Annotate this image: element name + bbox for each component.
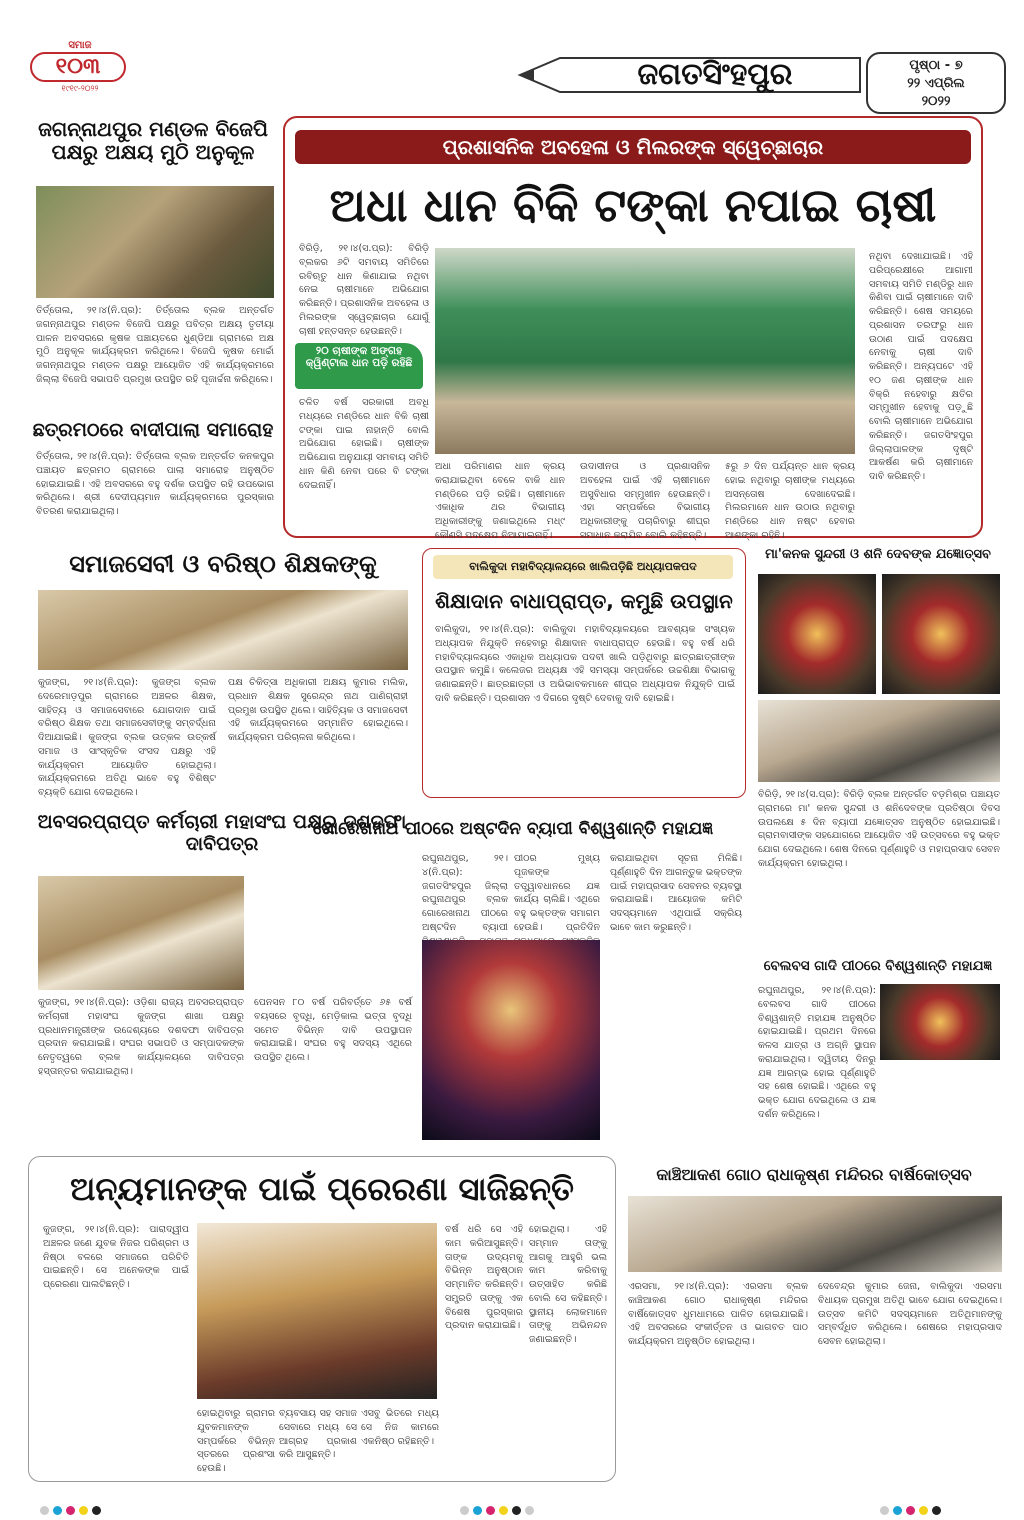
district-name: ଜଗତସିଂହପୁର [637, 57, 793, 92]
lead-col2: ଅଧା ପରିମାଣର ଧାନ କ୍ରୟ କରାଯାଇଥିବା ବେଳେ ବାକି ଧାନ ମଣ୍ଡିରେ ପଡ଼ି ରହିଛି। ଚାଷୀମାନେ ଏକାଧିକ ଥର ବିଭାଗୀୟ ଅଧିକାରୀଙ୍କୁ ଜଣାଇଥିଲେ ମଧ୍୯ କୌଣସି ପଦକ୍ଷେପ ନିଆଯାଇନାହିଁ। [435, 461, 565, 541]
lead-photo [435, 248, 855, 454]
story-chhatramath-body: ତିର୍ତ୍ତୋଲ, ୨୧।୪(ନି.ପ୍ର): ତିର୍ତ୍ତୋଲ ବ୍ଲକ ଅନ୍ତର୍ଗତ କନକପୁର ପଞ୍ଚାୟତ ଛତ୍ରମଠ ଗ୍ରାମରେ ପାଲା ସମାରୋହ ଅନୁଷ୍ଠିତ ହୋଇଯାଇଛି। ଏହି ଅବସରରେ ବହୁ ଦର୍ଶକ ଉପସ୍ଥିତ ରହି ଉପଭୋଗ କରିଥିଲେ। ଶ୍ରୀ ଦେଦୀପ୍ୟମାନ କାର୍ଯ୍ୟକ୍ରମରେ ପୁରସ୍କାର ବିତରଣ କରାଯାଇଥିଲା। [36, 451, 274, 518]
page-label: ପୃଷ୍ଠା - ୭ [909, 58, 963, 73]
retired-body: କୁଜଙ୍ଗ, ୨୧।୪(ନି.ପ୍ର): ଓଡ଼ିଶା ରାଜ୍ୟ ଅବସରପ୍ରାପ୍ତ କର୍ମଚାରୀ ମହାସଂଘ କୁଜଙ୍ଗ ଶାଖା ପକ୍ଷରୁ ପ୍ରଧାନମନ୍ତ୍ରୀଙ୍କ ଉଦ୍ଦେଶ୍ୟରେ ଦଶଦଫା ଦାବିପତ୍ର ପ୍ରଦାନ କରାଯାଇଛି। ସଂଘର ସଭାପତି ଓ ସମ୍ପାଦକଙ୍କ ନେତୃତ୍ୱରେ ବ୍ଲକ କାର୍ଯ୍ୟାଳୟରେ ଦାବିପତ୍ର ହସ୍ତାନ୍ତର କରାଯାଇଥିଲା। [38, 997, 244, 1077]
inspiration-photo [197, 1223, 437, 1399]
festival-photo [628, 1196, 1002, 1272]
lead-kicker: ପ୍ରଶାସନିକ ଅବହେଳା ଓ ମିଲରଙ୍କ ସ୍ୱେଚ୍ଛାଚାର [442, 135, 824, 159]
lead-story-box [283, 116, 983, 541]
logo-years: ୧୯୧୯-୨୦୨୨ [61, 84, 99, 93]
temple-photo2 [882, 574, 1000, 694]
inspiration-col3b: ଏସବୁ ଭିତରେ ମଧ୍ୟ ସେ ନିଜ କାମରେ ଏକନିଷ୍ଠ ରହିଛନ୍ତି। [361, 1408, 439, 1447]
festival-col1: ଏରସମା, ୨୧।୪(ନି.ପ୍ର): ଏରସମା ବ୍ଲକ କାଞ୍ଚିଆକଣ ଗୋଠ ରାଧାକୃଷ୍ଣ ମନ୍ଦିରର ବାର୍ଷିକୋତ୍ସବ ଧୁମଧାମରେ ପାଳିତ ହୋଇଯାଇଛି। ଏହି ଅବସରରେ ସଂକୀର୍ତ୍ତନ ଓ ଭାଗବତ ପାଠ କାର୍ଯ୍ୟକ୍ରମ ଅନୁଷ୍ଠିତ ହୋଇଥିଲା। [628, 1281, 808, 1348]
footer [0, 1492, 1024, 1520]
college-headline: ଶିକ୍ଷାଦାନ ବାଧାପ୍ରାପ୍ତ, କମୁଛି ଉପସ୍ଥାନ [435, 589, 733, 613]
date-line1: ୨୨ ଏପ୍ରିଲ [907, 76, 965, 91]
story-bjp-body: ତିର୍ତ୍ତୋଲ, ୨୧।୪(ନି.ପ୍ର): ତିର୍ତ୍ତୋଲ ବ୍ଲକ ଅନ୍ତର୍ଗତ ଜଗନ୍ନାଥପୁର ମଣ୍ଡଳ ବିଜେପି ପକ୍ଷରୁ ପବିତ୍ର ଅକ୍ଷୟ ତୃତୀୟା ପାଳନ ଅବସରରେ କୃଷକ ପଞ୍ଚାୟତରେ ଧୁଣ୍ଡିଆ ଗ୍ରାମରେ ଅକ୍ଷ ମୁଠି ଅନୁକୂଳ କାର୍ଯ୍ୟକ୍ରମ କରିଥିଲେ। ବିଜେପି କୃଷକ ମୋର୍ଚ୍ଚା ଜଗନ୍ନାଥପୁର ମଣ୍ଡଳ ପକ୍ଷରୁ ଆୟୋଜିତ ଏହି କାର୍ଯ୍ୟକ୍ରମରେ ଜିଲ୍ଲା ବିଜେପି ସଭାପତି ପ୍ରମୁଖ ଉପସ୍ଥିତ ରହି ପୂଜାର୍ଚ୍ଚନା କରିଥିଲେ। [36, 305, 274, 385]
yajna-headline: ଗୋରେଖନାଥ ପୀଠରେ ଅଷ୍ଟଦିନ ବ୍ୟାପୀ ବିଶ୍ୱଶାନ୍ତି ମହାଯଜ୍ଞ [312, 819, 714, 839]
inspiration-col2: ବର୍ଷ ଧରି ସେ ଏହି କାମ କରିଆସୁଛନ୍ତି। ତାଙ୍କ ଉଦ୍ୟମକୁ ବିଭିନ୍ନ ଅନୁଷ୍ଠାନ ସମ୍ମାନିତ କରିଛନ୍ତି। ସମ୍ପ୍ରତି ତାଙ୍କୁ ଏକ ବିଶେଷ ପୁରସ୍କାର ପ୍ରଦାନ କରାଯାଇଛି। [445, 1224, 523, 1332]
college-body: ବାଲିକୁଦା, ୨୧।୪(ନି.ପ୍ର): ବାଲିକୁଦା ମହାବିଦ୍ୟାଳୟରେ ଆବଶ୍ୟକ ସଂଖ୍ୟକ ଅଧ୍ୟାପକ ନିଯୁକ୍ତି ନହେବାରୁ ଶିକ୍ଷାଦାନ ବାଧାପ୍ରାପ୍ତ ହେଉଛି। ବହୁ ବର୍ଷ ଧରି ମହାବିଦ୍ୟାଳୟରେ ଏକାଧିକ ଅଧ୍ୟାପକ ପଦବୀ ଖାଲି ପଡ଼ିଥିବାରୁ ଛାତ୍ରଛାତ୍ରୀଙ୍କ ଉପସ୍ଥାନ କମୁଛି। କଲେଜର ଅଧ୍ୟକ୍ଷ ଏହି ସମସ୍ୟା ସମ୍ପର୍କରେ ଉଚ୍ଚଶିକ୍ଷା ବିଭାଗକୁ ଜଣାଇଛନ୍ତି। ଛାତ୍ରଛାତ୍ରୀ ଓ ଅଭିଭାବକମାନେ ଶୀଘ୍ର ଅଧ୍ୟାପକ ନିଯୁକ୍ତି ପାଇଁ ଦାବି କରିଛନ୍ତି। ପ୍ରଶାସନ ଏ ଦିଗରେ ଦୃଷ୍ଟି ଦେବାକୁ ଦାବି ହୋଇଛି। [435, 624, 735, 704]
yajna-col1: ରଘୁନାଥପୁର, ୨୧।୪(ନି.ପ୍ର): ଜଗତସିଂହପୁର ଜିଲ୍ଲା ରଘୁନାଥପୁର ବ୍ଲକ ଗୋରେଖନାଥ ପୀଠରେ ଅଷ୍ଟଦିନ ବ୍ୟାପୀ [422, 853, 508, 933]
story-temple [752, 540, 1004, 950]
date-line2: ୨୦୨୨ [921, 94, 951, 109]
story-bjp-headline: ଜଗନ୍ନାଥପୁର ମଣ୍ଡଳ ବିଜେପି ପକ୍ଷରୁ ଅକ୍ଷୟ ମୁଠି ଅନୁକୂଳ [38, 117, 268, 164]
felicitation-photo [38, 590, 408, 670]
story-bjp [28, 118, 278, 418]
felicitation-body: କୁଜଙ୍ଗ, ୨୧।୪(ନି.ପ୍ର): କୁଜଙ୍ଗ ବ୍ଲକ ଦେରେମାଡ଼ପୁର ଗ୍ରାମରେ ଅଞ୍ଚଳର ଶିକ୍ଷକ, ସାହିତ୍ୟ ଓ ସମାଜସେବାରେ ଯୋଗଦାନ ପାଇଁ ବରିଷ୍ଠ ଶିକ୍ଷକ ତଥା ସମାଜସେବୀଙ୍କୁ ସମ୍ବର୍ଦ୍ଧନା ଦିଆଯାଇଛି। କୁଜଙ୍ଗ ବ୍ଲକ ଉତ୍କଳ ଉତ୍କର୍ଷ ସମାଜ ଓ ସାଂସ୍କୃତିକ ସଂସଦ ପକ୍ଷରୁ ଏହି କାର୍ଯ୍ୟକ୍ରମ ଆୟୋଜିତ ହୋଇଥିଲା। କାର୍ଯ୍ୟକ୍ରମରେ ଅତିଥି ଭାବେ ବହୁ ବିଶିଷ୍ଟ ବ୍ୟକ୍ତି ଯୋଗ ଦେଇଥିଲେ। [38, 677, 216, 799]
retired-photo [38, 876, 244, 990]
lead-headline: ଅଧା ଧାନ ବିକି ଟଙ୍କା ନପାଇ ଚାଷୀ [329, 178, 937, 232]
footer-dots-right [880, 1500, 980, 1510]
lead-col1b: ଚଳିତ ବର୍ଷ ସରକାରୀ ଅବଧି ମଧ୍ୟରେ ମଣ୍ଡିରେ ଧାନ ବିକି ଚାଷୀ ଟଙ୍କା ପାଇ ନାହାନ୍ତି ବୋଲି ଅଭିଯୋଗ ହୋଇଛି। ଚାଷୀଙ୍କ ଅଭିଯୋଗ ଅନୁଯାୟୀ ସମବାୟ ସମିତି ଧାନ କିଣି ନେବା ପରେ ବି ଟଙ୍କା ଦେଇନାହିଁ। [299, 397, 429, 491]
story-yajna [280, 812, 746, 1154]
inspiration-col2b: ବ୍ୟବସାୟ ସହ ସମାଜ ସେବାରେ ମଧ୍ୟ ସେ ଆଗ୍ରହ ପ୍ରକାଶ କରି ଆସୁଛନ୍ତି। [279, 1408, 357, 1461]
festival-headline: କାଞ୍ଚିଆକଣ ଗୋଠ ରାଧାକୃଷ୍ଣ ମନ୍ଦିରର ବାର୍ଷିକୋତ୍ସବ [656, 1165, 972, 1184]
lead-col5: ନଥିବା ଦେଖାଯାଇଛି। ଏହି ପରିପ୍ରେକ୍ଷୀରେ ଆଗାମୀ ସମବାୟ ସମିତି ମଣ୍ଡିରୁ ଧାନ କିଣିବା ପାଇଁ ଚାଷୀମାନେ ଦାବି କରିଛନ୍ତି। ଶେଷ ସମୟରେ ପ୍ରଶାସନ ତରଫରୁ ଧାନ ଉଠାଣ ପାଇଁ ପଦକ୍ଷେପ ନେବାକୁ ଚାଷୀ ଦାବି କରିଛନ୍ତି। ଅନ୍ୟପଟେ ଏହି ୧୦ ଜଣ ଚାଷୀଙ୍କ ଧାନ ବିକ୍ରି ନହେବାରୁ କ୍ଷତିର ସମ୍ମୁଖୀନ ହେବାକୁ ପଡ଼ୁଛି ବୋଲି ଚାଷୀମାନେ ଅଭିଯୋଗ କରିଛନ୍ତି। ଜଗତସିଂହପୁର ଜିଲ୍ଲାପାଳଙ୍କ ଦୃଷ୍ଟି ଆକର୍ଷଣ କରି ଚାଷୀମାନେ ଦାବି କରିଛନ୍ତି। [869, 251, 973, 483]
story-bjp-photo [36, 186, 274, 298]
lead-callout [295, 343, 423, 389]
lead-col4: ୫ରୁ ୬ ଦିନ ପର୍ଯ୍ୟନ୍ତ ଧାନ କ୍ରୟ ହୋଇ ନଥିବାରୁ ଚାଷୀଙ୍କ ମଧ୍ୟରେ ଅସନ୍ତୋଷ ଦେଖାଦେଇଛି। ମିଲରମାନେ ଧାନ ଉଠାଉ ନଥିବାରୁ ମଣ୍ଡିରେ ଧାନ ନଷ୍ଟ ହେବାର ଆଶଙ୍କା ରହିଛି। [725, 461, 855, 541]
footer-dots-left [40, 1500, 140, 1510]
footer-dots-center [460, 1500, 570, 1510]
temple-photo3 [758, 700, 1000, 782]
temple-photo1 [758, 574, 876, 694]
retired-headline: ଅବସରପ୍ରାପ୍ତ କର୍ମଚାରୀ ମହାସଂଘ ପକ୍ଷରୁ ଦଶଦଫା ଦାବିପତ୍ର [37, 811, 407, 855]
logo [30, 40, 130, 100]
inspiration-headline: ଅନ୍ୟମାନଙ୍କ ପାଇଁ ପ୍ରେରଣା ସାଜିଛନ୍ତି [70, 1170, 574, 1208]
lead-col3: ଉଦାସୀନତା ଓ ପ୍ରଶାସନିକ ଅବହେଳା ପାଇଁ ଏହି ଚାଷୀମାନେ ଅସୁବିଧାର ସମ୍ମୁଖୀନ ହେଉଛନ୍ତି। ଏହା ସମ୍ପର୍କରେ ବିଭାଗୀୟ ଅଧିକାରୀଙ୍କୁ ପଚାରିବାରୁ ଶୀଘ୍ର ସମାଧାନ କରାଯିବ ବୋଲି କହିଛନ୍ତି। [580, 461, 710, 541]
yajna-col3: କରାଯାଇଥିବା ସୂଚନା ମିଳିଛି। ପୂର୍ଣ୍ଣାହୁତି ଦିନ ଆଗନ୍ତୁକ ଭକ୍ତଙ୍କ ପାଇଁ ମହାପ୍ରସାଦ ସେବନର ବ୍ୟବସ୍ଥା କରାଯାଇଛି। ଆୟୋଜକ କମିଟି ସଦସ୍ୟମାନେ ଏଥିପାଇଁ ସକ୍ରିୟ ଭାବେ କାମ କରୁଛନ୍ତି। [610, 853, 742, 933]
college-kicker: ବାଲିକୁଦା ମହାବିଦ୍ୟାଳୟରେ ଖାଲିପଡ଼ିଛି ଅଧ୍ୟାପକପଦ [469, 560, 697, 573]
page-date-box [866, 52, 1006, 114]
temple-body: ବିରିଡ଼ି, ୨୧।୪(ସ.ପ୍ର): ବିରିଡ଼ି ବ୍ଲକ ଅନ୍ତର୍ଗତ ବଡ଼ମିଶ୍ର ପଞ୍ଚାୟତ ଗ୍ରାମରେ ମା' କନକ ସୁନ୍ଦରୀ ଓ ଶନିଦେବଙ୍କ ପ୍ରତିଷ୍ଠା ଦିବସ ଉପଲକ୍ଷେ ୫ ଦିନ ବ୍ୟାପୀ ଯଜ୍ଞୋତ୍ସବ ଅନୁଷ୍ଠିତ ହୋଇଯାଇଛି। ଗ୍ରାମବାସୀଙ୍କ ସହଯୋଗରେ ଆୟୋଜିତ ଏହି ଉତ୍ସବରେ ବହୁ ଭକ୍ତ ଯୋଗ ଦେଇଥିଲେ। ଶେଷ ଦିନରେ ପୂର୍ଣ୍ଣାହୁତି ଓ ମହାପ୍ରସାଦ ସେବନ କାର୍ଯ୍ୟକ୍ରମ ହୋଇଥିଲା। [758, 789, 1000, 869]
felicitation-body2: ପକ୍ଷ ଚିକିତ୍ସା ଅଧିକାରୀ ଅକ୍ଷୟ କୁମାର ମଲିକ, ପ୍ରଧାନ ଶିକ୍ଷକ ସୁରେନ୍ଦ୍ର ନାଥ ପାଣିଗ୍ରାହୀ ପ୍ରମୁଖ ଉପସ୍ଥିତ ଥିଲେ। ସାହିତ୍ୟିକ ଓ ସମାଜସେବୀ ଏହି କାର୍ଯ୍ୟକ୍ରମରେ ସମ୍ମାନିତ ହୋଇଥିଲେ। କାର୍ଯ୍ୟକ୍ରମ ପରିଚାଳନା କରିଥିଲେ। [228, 677, 408, 744]
felicitation-headline: ସମାଜସେବୀ ଓ ବରିଷ୍ଠ ଶିକ୍ଷକଙ୍କୁ [69, 550, 377, 578]
logo-label: ସମାଜ [68, 40, 92, 51]
peetha-headline: ବେଲବସ ଗାଦି ପୀଠରେ ବିଶ୍ୱଶାନ୍ତି ମହାଯଜ୍ଞ [763, 958, 993, 974]
festival-col2: ଦେବେନ୍ଦ୍ର କୁମାର ଜେନା, ବାଲିକୁଦା ଏରସମା ବିଧାୟକ ପ୍ରମୁଖ ଅତିଥି ଭାବେ ଯୋଗ ଦେଇଥିଲେ। ଉତ୍ସବ କମିଟି ସଦସ୍ୟମାନେ ଅତିଥିମାନଙ୍କୁ ସମ୍ବର୍ଦ୍ଧିତ କରିଥିଲେ। ଶେଷରେ ମହାପ୍ରସାଦ ସେବନ ହୋଇଥିଲା। [818, 1281, 1002, 1348]
story-peetha [752, 952, 1004, 1152]
temple-headline: ମା'କନକ ସୁନ୍ଦରୀ ଓ ଶନି ଦେବଙ୍କ ଯଜ୍ଞୋତ୍ସବ [765, 547, 991, 562]
story-chhatramath-headline: ଛତ୍ରମଠରେ ବାଦୀପାଲା ସମାରୋହ [32, 419, 274, 441]
peetha-body: ରଘୁନାଥପୁର, ୨୧।୪(ନି.ପ୍ର): ବେଲବସ ଗାଦି ପୀଠରେ ବିଶ୍ୱଶାନ୍ତି ମହାଯଜ୍ଞ ଅନୁଷ୍ଠିତ ହୋଇଯାଇଛି। ପ୍ରଥମ ଦିନରେ କଳସ ଯାତ୍ରା ଓ ଅଗ୍ନି ସ୍ଥାପନ କରାଯାଇଥିଲା। ଦ୍ୱିତୀୟ ଦିନରୁ ଯଜ୍ଞ ଆରମ୍ଭ ହୋଇ ପୂର୍ଣ୍ଣାହୁତି ସହ ଶେଷ ହୋଇଛି। ଏଥିରେ ବହୁ ଭକ୍ତ ଯୋଗ ଦେଇଥିଲେ ଓ ଯଜ୍ଞ ଦର୍ଶନ କରିଥିଲେ। [758, 985, 876, 1120]
inspiration-col1: କୁଜଙ୍ଗ, ୨୧।୪(ନି.ପ୍ର): ପାରାଦ୍ୱୀପ ଅଞ୍ଚଳର ଜଣେ ଯୁବକ ନିଜର ପରିଶ୍ରମ ଓ ନିଷ୍ଠା ବଳରେ ସମାଜରେ ପରିଚିତି ପାଇଛନ୍ତି। ସେ ଅନେକଙ୍କ ପାଇଁ ପ୍ରେରଣା ପାଲଟିଛନ୍ତି। [43, 1224, 189, 1291]
retired-body2: ପେନସନ ୮୦ ବର୍ଷ ପରିବର୍ତ୍ତେ ୬୫ ବର୍ଷ ବୟସରେ ବୃଦ୍ଧି, ମେଡ଼ିକାଲ ଭତ୍ତା ବୃଦ୍ଧି ସମେତ ବିଭିନ୍ନ ଦାବି ଉପସ୍ଥାପନ କରାଯାଇଛି। ସଂଘର ବହୁ ସଦସ୍ୟ ଏଥିରେ ଉପସ୍ଥିତ ଥିଲେ। [254, 997, 412, 1064]
story-chhatramath [28, 420, 278, 540]
yajna-col2: ପୀଠର ମୁଖ୍ୟ ପୂଜକଙ୍କ ତତ୍ତ୍ୱାବଧାନରେ ଯଜ୍ଞ କାର୍ଯ୍ୟ ଚାଲିଛି। ଏଥିରେ ବହୁ ଭକ୍ତଙ୍କ ସମାଗମ ହେଉଛି। ପ୍ରତିଦିନ [514, 853, 600, 933]
logo-number: ୧୦୩ [55, 54, 101, 79]
inspiration-col3: ହୋଇଥିଲା। ଏହି ସମ୍ମାନ ତାଙ୍କୁ ଆଗକୁ ଆହୁରି ଭଲ କାମ କରିବାକୁ ଉତ୍ସାହିତ କରିଛି ବୋଲି ସେ କହିଛନ୍ତି। ସ୍ଥାନୀୟ ଲୋକମାନେ ତାଙ୍କୁ ଅଭିନନ୍ଦନ ଜଣାଇଛନ୍ତି। [529, 1224, 607, 1346]
inspiration-col1b: ହୋଇଥିବାରୁ ଗ୍ରାମର ଯୁବକମାନଙ୍କ ସମ୍ପର୍କରେ ବିଭିନ୍ନ ସ୍ତରରେ ପ୍ରଶଂସା ହେଉଛି। [197, 1408, 275, 1475]
masthead [0, 0, 1024, 115]
lead-col1: ବିରିଡ଼ି, ୨୧।୪(ସ.ପ୍ର): ବିରିଡ଼ି ବ୍ଲକର ୬ଟି ସମବାୟ ସମିତିରେ ରବିଋତୁ ଧାନ କିଣାଯାଇ ନଥିବା ନେଇ ଚାଷୀମାନେ ଅଭିଯୋଗ କରିଛନ୍ତି। ପ୍ରଶାସନିକ ଅବହେଳା ଓ ମିଲରଙ୍କ ସ୍ୱେଚ୍ଛାଚାର ଯୋଗୁଁ ଚାଷୀ ହନ୍ତସନ୍ତ ହେଉଛନ୍ତି। [299, 243, 429, 337]
college-kicker-bar [433, 555, 733, 579]
yajna-photo [422, 940, 600, 1140]
lead-callout-text: ୨୦ ଚାଷୀଙ୍କ ଅଙ୍ଗହ କ୍ୱିଣ୍ଟାଲ ଧାନ ପଡ଼ି ରହିଛି [305, 345, 413, 370]
peetha-photo [880, 984, 1000, 1060]
lead-kicker-bar [295, 130, 971, 164]
story-festival [622, 1156, 1006, 1482]
story-inspiration [28, 1156, 616, 1482]
story-college [422, 548, 746, 798]
story-felicitation [28, 540, 418, 810]
